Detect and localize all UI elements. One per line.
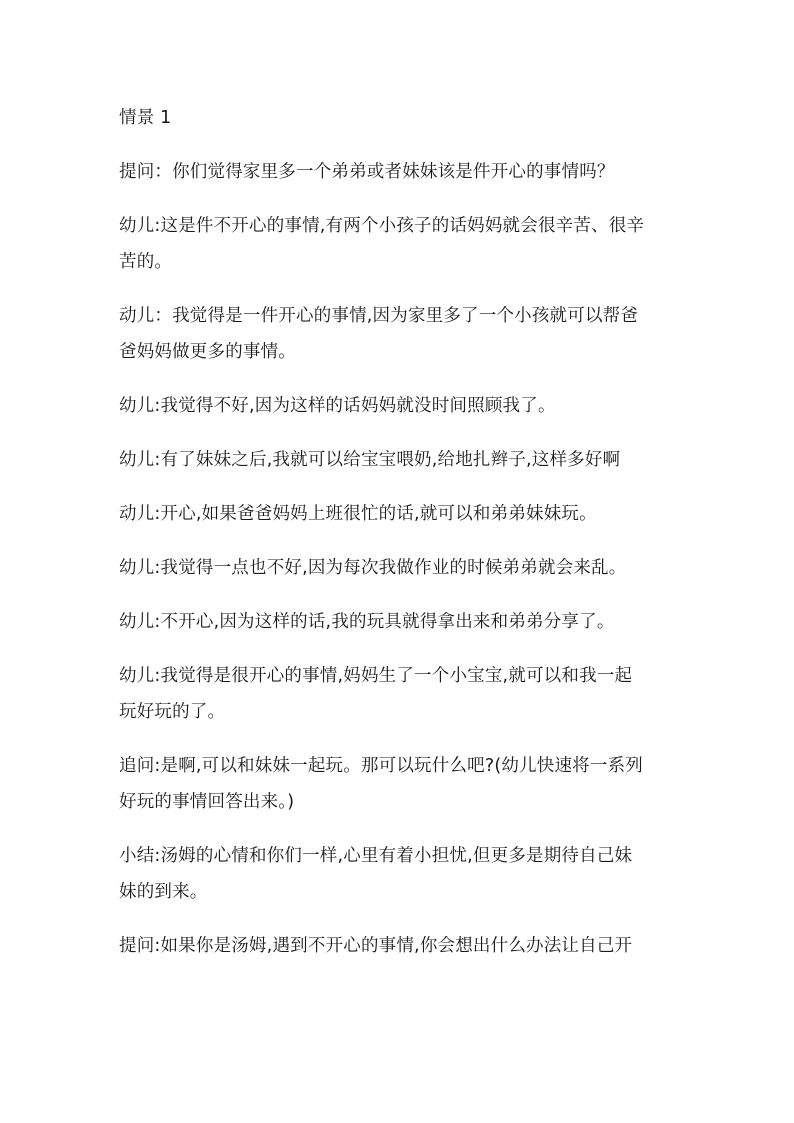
paragraph-line: 幼儿:有了妹妹之后,我就可以给宝宝喂奶,给地扎辫子,这样多好啊 (119, 450, 621, 470)
paragraph-follow-up (119, 748, 679, 820)
paragraph-line: 幼儿:这是件不开心的事情,有两个小孩子的话妈妈就会很辛苦、很辛 (119, 216, 645, 236)
paragraph-line: 小结:汤姆的心情和你们一样,心里有着小担忧,但更多是期待自己妹 (119, 846, 633, 866)
section-heading: 情景 1 (119, 108, 172, 128)
paragraph-child-answer (119, 550, 679, 586)
paragraph-line: 爸妈妈做更多的事情。 (119, 342, 296, 362)
paragraph-line: 幼儿:不开心,因为这样的话,我的玩具就得拿出来和弟弟分享了。 (119, 612, 615, 632)
paragraph-line: 幼儿:我觉得是很开心的事情,妈妈生了一个小宝宝,就可以和我一起 (119, 666, 633, 686)
paragraph-line: 提问：你们觉得家里多一个弟弟或者妹妹该是件开心的事情吗？ (119, 162, 615, 182)
paragraph-question-2 (119, 928, 679, 964)
paragraph-child-answer (119, 298, 679, 370)
paragraph-child-answer (119, 442, 679, 478)
paragraph-line: 动儿:开心,如果爸爸妈妈上班很忙的话,就可以和弟弟妹妹玩。 (119, 504, 597, 524)
paragraph-line: 好玩的事情回答出来。) (119, 792, 295, 812)
paragraph-summary (119, 838, 679, 910)
paragraph-line: 动儿：我觉得是一件开心的事情,因为家里多了一个小孩就可以帮爸 (119, 306, 639, 326)
paragraph-child-answer (119, 208, 679, 280)
paragraph-line: 玩好玩的了。 (119, 702, 226, 722)
paragraph-child-answer (119, 496, 679, 532)
paragraph-child-answer (119, 604, 679, 640)
paragraph-child-answer (119, 388, 679, 424)
paragraph-line: 妹的到来。 (119, 882, 208, 902)
paragraph-line: 幼儿:我觉得不好,因为这样的话妈妈就没时间照顾我了。 (119, 396, 556, 416)
paragraph-question-1 (119, 154, 679, 190)
document-body (119, 100, 679, 982)
paragraph-line: 幼儿:我觉得一点也不好,因为每次我做作业的时候弟弟就会来乱。 (119, 558, 627, 578)
paragraph-child-answer (119, 658, 679, 730)
paragraph-line: 提问:如果你是汤姆,遇到不开心的事情,你会想出什么办法让自己开 (119, 936, 633, 956)
paragraph-line: 苦的。 (119, 252, 173, 272)
paragraph-line: 追问:是啊,可以和妹妹一起玩。那可以玩什么吧?(幼儿快速将一系列 (119, 756, 643, 776)
